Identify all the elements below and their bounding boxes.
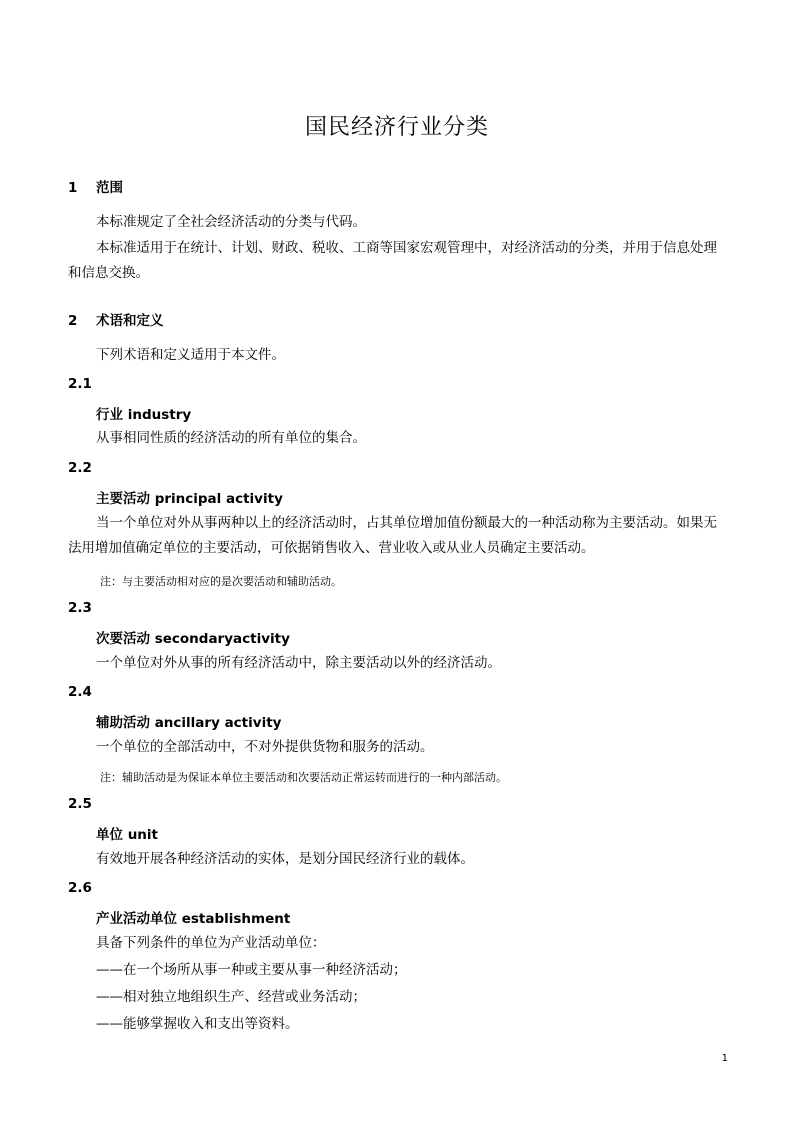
term-name: 次要活动 secondaryactivity (96, 631, 290, 647)
term-name: 主要活动 principal activity (96, 491, 283, 507)
section-title: 术语和定义 (96, 313, 164, 329)
term-definition: 一个单位的全部活动中，不对外提供货物和服务的活动。 (96, 739, 434, 755)
section-heading-scope (68, 176, 123, 196)
term-name: 单位 unit (96, 827, 159, 843)
terms-intro: 下列术语和定义适用于本文件。 (96, 347, 285, 363)
term-name: 辅助活动 ancillary activity (96, 715, 282, 731)
term-definition: 一个单位对外从事的所有经济活动中，除主要活动以外的经济活动。 (96, 655, 501, 671)
term-note: 注：辅助活动是为保证本单位主要活动和次要活动正常运转而进行的一种内部活动。 (100, 771, 507, 784)
condition-item: ——相对独立地组织生产、经营或业务活动； (96, 989, 366, 1005)
term-definition: 有效地开展各种经济活动的实体，是划分国民经济行业的载体。 (96, 851, 474, 867)
term-number: 2.6 (68, 880, 92, 896)
term-number: 2.5 (68, 796, 92, 812)
term-number: 2.1 (68, 376, 92, 392)
condition-item: ——在一个场所从事一种或主要从事一种经济活动； (96, 962, 407, 978)
term-note: 注：与主要活动相对应的是次要活动和辅助活动。 (100, 575, 342, 588)
term-definition: 具备下列条件的单位为产业活动单位： (96, 935, 326, 951)
page-number: 1 (721, 1053, 728, 1064)
term-definition: 从事相同性质的经济活动的所有单位的集合。 (96, 430, 366, 446)
term-number: 2.2 (68, 460, 92, 476)
scope-paragraph-2: 本标准适用于在统计、计划、财政、税收、工商等国家宏观管理中，对经济活动的分类，并用于信息处理和信息交换。 (68, 240, 717, 281)
term-number: 2.3 (68, 600, 92, 616)
term-name: 产业活动单位 establishment (96, 911, 291, 927)
document-title: 国民经济行业分类 (304, 115, 489, 140)
term-definition: 当一个单位对外从事两种以上的经济活动时，占其单位增加值份额最大的一种活动称为主要活动。如果无法用增加值确定单位的主要活动，可依据销售收入、营业收入或从业人员确定主要活动。 (68, 515, 717, 556)
section-number: 2 (68, 313, 78, 329)
section-number: 1 (68, 180, 78, 196)
term-number: 2.4 (68, 684, 92, 700)
section-heading-terms (68, 309, 164, 329)
scope-paragraph-1: 本标准规定了全社会经济活动的分类与代码。 (96, 214, 366, 230)
section-title: 范围 (96, 180, 123, 196)
term-name: 行业 industry (96, 407, 192, 423)
condition-item: ——能够掌握收入和支出等资料。 (96, 1016, 299, 1032)
